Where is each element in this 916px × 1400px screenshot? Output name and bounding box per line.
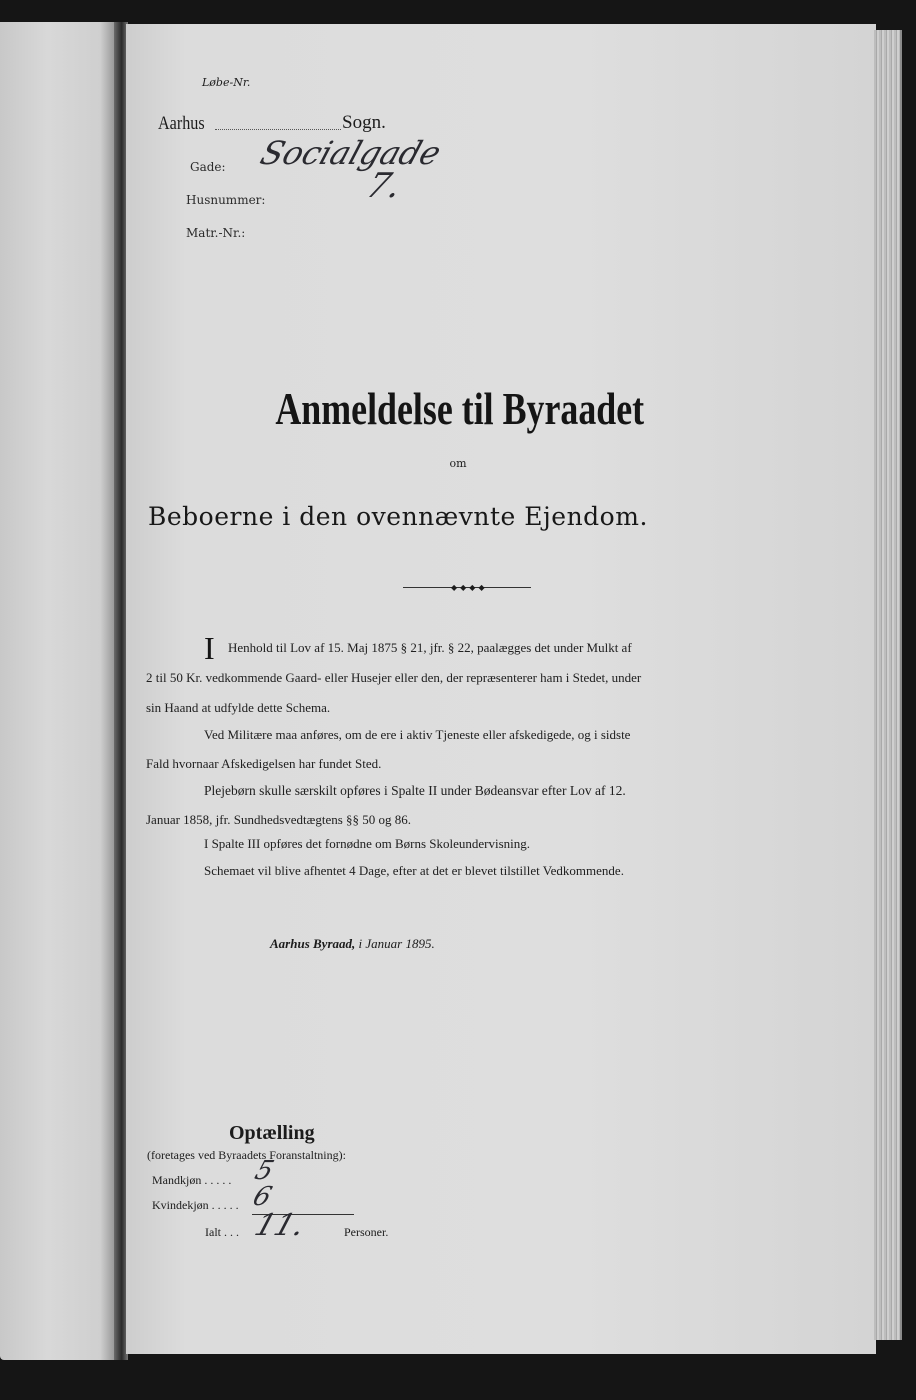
issue-date: i Januar 1895. <box>358 936 435 951</box>
paragraph-5: Schemaet vil blive afhentet 4 Dage, efter at det er blevet tilstillet Vedkommende. <box>204 863 624 878</box>
female-handwritten-value: 6 <box>249 1182 276 1212</box>
male-label: Mandkjøn . . . . . <box>152 1173 232 1187</box>
gade-handwritten-value: Socialgade <box>255 134 446 172</box>
female-label: Kvindekjøn . . . . . <box>152 1198 239 1212</box>
paragraph-3-line-1: Plejebørn skulle særskilt opføres i Spalte II under Bødeansvar efter Lov af 12. <box>204 783 626 798</box>
matr-nr-label: Matr.-Nr.: <box>186 226 246 240</box>
total-handwritten-value: 11. <box>250 1208 310 1243</box>
document-title: Anmeldelse til Byraadet <box>275 383 645 434</box>
paragraph-2-line-1: Ved Militære maa anføres, om de ere i aktiv Tjeneste eller afskedigede, og i sidste <box>204 727 631 742</box>
paragraph-2-line-2: Fald hvornaar Afskedigelsen har fundet Sted. <box>146 756 382 771</box>
count-note: (foretages ved Byraadets Foranstaltning): <box>147 1148 346 1162</box>
ornament-divider: ◆◆◆◆ <box>403 587 531 592</box>
page-edges <box>874 30 902 1340</box>
document-subtitle: Beboerne i den ovennævnte Ejendom. <box>148 502 648 531</box>
persons-label: Personer. <box>344 1225 389 1239</box>
parish-city: Aarhus <box>158 113 205 134</box>
paragraph-3-line-2: Januar 1858, jfr. Sundhedsvedtægtens §§ 50 og 86. <box>146 812 412 827</box>
gade-label: Gade: <box>190 160 226 174</box>
paragraph-1-line-1: Henhold til Lov af 15. Maj 1875 § 21, jfr. § 22, paalægges det under Mulkt af <box>228 640 632 655</box>
husnummer-label: Husnummer: <box>186 193 266 207</box>
husnummer-handwritten-value: 7. <box>361 166 407 206</box>
parish-suffix: Sogn. <box>342 112 386 133</box>
total-label: Ialt . . . <box>205 1225 239 1239</box>
paragraph-initial: I <box>204 630 215 666</box>
parish-dotted-line <box>215 129 341 130</box>
lobe-nr-label: Løbe-Nr. <box>202 76 251 89</box>
paragraph-1-line-2: 2 til 50 Kr. vedkommende Gaard- eller Husejer eller den, der repræsenterer ham i Stedet, under <box>146 670 642 685</box>
male-handwritten-value: 5 <box>251 1156 278 1186</box>
issuer-org: Aarhus Byraad, <box>270 936 356 951</box>
paragraph-1-line-3: sin Haand at udfylde dette Schema. <box>146 700 331 715</box>
count-title: Optælling <box>229 1122 315 1144</box>
paragraph-4: I Spalte III opføres det fornødne om Børns Skoleundervisning. <box>204 836 531 851</box>
title-om: om <box>449 457 467 470</box>
left-page <box>0 22 118 1360</box>
issuer-signature <box>270 936 435 952</box>
